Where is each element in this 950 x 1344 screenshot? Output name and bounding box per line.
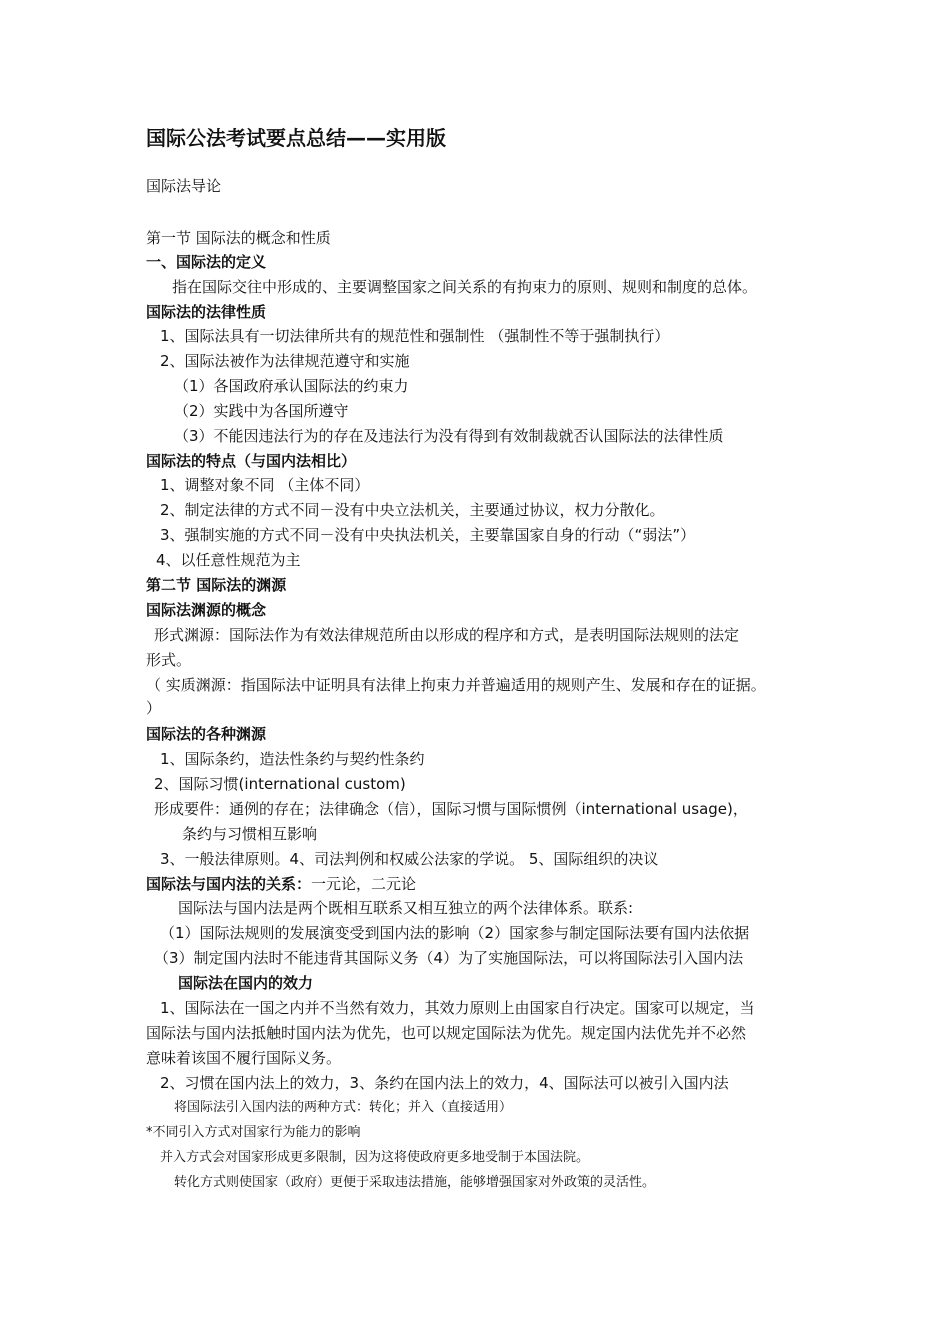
paragraph: （3）制定国内法时不能违背其国际义务（4）为了实施国际法，可以将国际法引入国内法	[154, 949, 744, 967]
list-item: 2、制定法律的方式不同－没有中央立法机关，主要通过协议，权力分散化。	[160, 501, 665, 519]
document-title: 国际公法考试要点总结——实用版	[146, 126, 446, 150]
paragraph: 指在国际交往中形成的、主要调整国家之间关系的有拘束力的原则、规则和制度的总体。	[172, 278, 758, 296]
paragraph: 意味着该国不履行国际义务。	[146, 1049, 342, 1067]
small-text: 转化方式则使国家（政府）更便于采取违法措施，能够增强国家对外政策的灵活性。	[174, 1175, 656, 1190]
subheading: 国际法与国内法的关系：	[146, 875, 312, 893]
subheading: 一、国际法的定义	[146, 253, 267, 271]
paragraph: （1）国际法规则的发展演变受到国内法的影响（2）国家参与制定国际法要有国内法依据	[160, 924, 750, 942]
paragraph: 国际法与国内法是两个既相互联系又相互独立的两个法律体系。联系:	[178, 899, 634, 917]
paragraph: 形式渊源：国际法作为有效法律规范所由以形成的程序和方式，是表明国际法规则的法定	[154, 626, 740, 644]
list-item: 1、国际法具有一切法律所共有的规范性和强制性 （强制性不等于强制执行）	[160, 327, 670, 345]
list-item: 1、调整对象不同 （主体不同）	[160, 476, 370, 494]
paragraph: （ 实质渊源：指国际法中证明具有法律上拘束力并普遍适用的规则产生、发展和存在的证据。	[146, 676, 766, 694]
list-item: 3、强制实施的方式不同－没有中央执法机关，主要靠国家自身的行动（“弱法”）	[160, 526, 696, 544]
subheading: 国际法的特点（与国内法相比）	[146, 452, 357, 470]
subheading-inline	[146, 874, 416, 894]
list-item: 2、习惯在国内法上的效力，3、条约在国内法上的效力，4、国际法可以被引入国内法	[160, 1074, 729, 1092]
subheading: 国际法在国内的效力	[178, 974, 314, 992]
inline-text: 一元论，二元论	[311, 875, 417, 893]
paragraph: 1、国际法在一国之内并不当然有效力，其效力原则上由国家自行决定。国家可以规定，当	[160, 999, 755, 1017]
subheading: 国际法渊源的概念	[146, 601, 267, 619]
list-item: 2、国际习惯(international custom)	[154, 775, 406, 793]
list-item: 3、一般法律原则。4、司法判例和权威公法家的学说。 5、国际组织的决议	[160, 850, 659, 868]
list-item: （2）实践中为各国所遵守	[174, 402, 349, 420]
list-item: 1、国际条约，造法性条约与契约性条约	[160, 750, 425, 768]
small-text: 并入方式会对国家形成更多限制，因为这将使政府更多地受制于本国法院。	[160, 1150, 590, 1165]
small-text: *不同引入方式对国家行为能力的影响	[146, 1125, 361, 1140]
list-item: 4、以任意性规范为主	[156, 551, 301, 569]
list-item: （1）各国政府承认国际法的约束力	[174, 377, 409, 395]
chapter-heading: 国际法导论	[146, 177, 222, 195]
subheading: 国际法的各种渊源	[146, 725, 267, 743]
paragraph: 形式。	[146, 651, 192, 669]
section-heading: 第二节 国际法的渊源	[146, 576, 287, 594]
small-text: 将国际法引入国内法的两种方式：转化；并入（直接适用）	[174, 1100, 513, 1115]
list-item: 2、国际法被作为法律规范遵守和实施	[160, 352, 410, 370]
paragraph: 形成要件：通例的存在；法律确念（信），国际习惯与国际惯例（international usage)，	[154, 800, 748, 818]
subheading: 国际法的法律性质	[146, 303, 267, 321]
list-item: （3）不能因违法行为的存在及违法行为没有得到有效制裁就否认国际法的法律性质	[174, 427, 724, 445]
paragraph: 条约与习惯相互影响	[182, 825, 318, 843]
paragraph: 国际法与国内法抵触时国内法为优先，也可以规定国际法为优先。规定国内法优先并不必然	[146, 1024, 747, 1042]
section-heading: 第一节 国际法的概念和性质	[146, 229, 331, 247]
paragraph: ）	[146, 699, 162, 717]
